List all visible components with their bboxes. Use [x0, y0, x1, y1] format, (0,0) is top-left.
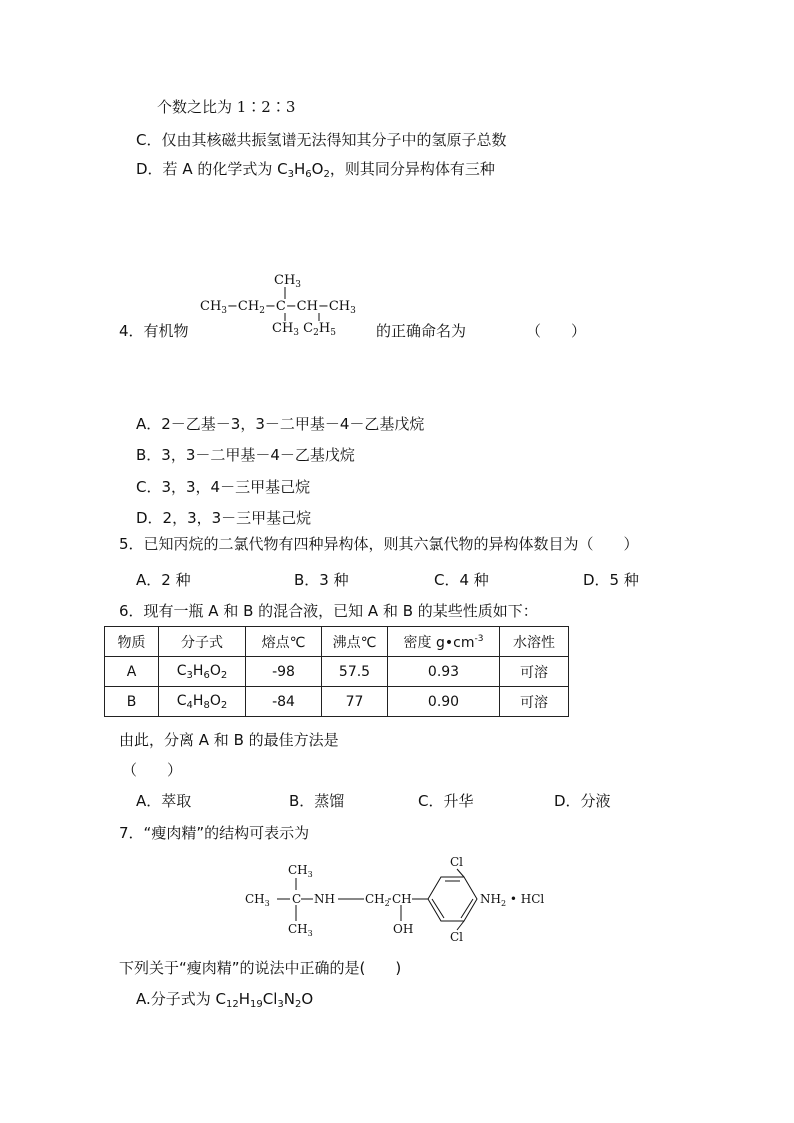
header-solubility: 水溶性	[500, 627, 569, 657]
cell-name: A	[105, 657, 159, 687]
cell-density: 0.90	[388, 687, 500, 717]
q5-option-a: A．2 种	[136, 571, 191, 589]
header-boiling-point: 沸点℃	[322, 627, 388, 657]
q6-stem: 6．现有一瓶 A 和 B 的混合液，已知 A 和 B 的某些性质如下：	[119, 602, 538, 620]
q4-option-c: C．3，3，4－三甲基己烷	[136, 478, 311, 496]
svg-text:NH: NH	[314, 892, 335, 906]
q4-top-methyl: $CH_3$	[274, 273, 302, 290]
q6-properties-table	[104, 626, 569, 717]
svg-text:Cl: Cl	[450, 930, 464, 944]
q4-stem-prefix: 4．有机物	[119, 322, 189, 340]
q4-bottom-groups: $CH_3$ $C_2H_5$	[272, 321, 336, 338]
svg-text:NH2 • HCl: $NH_2$ • HCl	[480, 892, 545, 908]
q7-top-methyl: $CH_3$	[288, 863, 313, 879]
cell-solubility: 可溶	[500, 687, 569, 717]
table-header-row	[105, 627, 569, 657]
header-melting-point: 熔点℃	[246, 627, 322, 657]
q4-answer-paren: （ ）	[526, 322, 587, 340]
cell-boiling-point: 57.5	[322, 657, 388, 687]
table-row	[105, 657, 569, 687]
header-formula: 分子式	[159, 627, 246, 657]
cell-density: 0.93	[388, 657, 500, 687]
svg-text:C: C	[292, 892, 302, 906]
svg-text:CH: CH	[392, 892, 412, 906]
q6-option-d: D．分液	[554, 792, 611, 810]
q5-option-b: B．3 种	[294, 571, 349, 589]
table-row	[105, 687, 569, 717]
header-density: 密度 $g•cm^{-3}$	[388, 627, 500, 657]
q5-option-d: D．5 种	[583, 571, 639, 589]
q7-option-a: A.分子式为 $C_{12}H_{19}Cl_3N_2O$	[136, 990, 314, 1010]
cell-solubility: 可溶	[500, 657, 569, 687]
q4-option-d: D．2，3，3－三甲基己烷	[136, 509, 312, 527]
q6-option-c: C．升华	[418, 792, 474, 810]
q3-continuation: 个数之比为 1∶2∶3	[157, 98, 296, 116]
q7-clenbuterol-structure	[240, 850, 560, 945]
q6-option-a: A．萃取	[136, 792, 192, 810]
svg-text:Cl: Cl	[450, 855, 464, 869]
cell-formula: $C_4H_8O_2$	[159, 687, 246, 717]
q4-option-a: A．2－乙基－3，3－二甲基－4－乙基戊烷	[136, 415, 425, 433]
q6-answer-paren: （ ）	[122, 761, 183, 779]
cell-melting-point: -84	[246, 687, 322, 717]
cell-melting-point: -98	[246, 657, 322, 687]
q6-after-text: 由此，分离 A 和 B 的最佳方法是	[119, 731, 339, 749]
q5-option-c: C．4 种	[434, 571, 489, 589]
q3-option-c: C．仅由其核磁共振氢谱无法得知其分子中的氢原子总数	[136, 131, 507, 149]
q7-question: 下列关于“瘦肉精”的说法中正确的是( )	[119, 959, 402, 977]
q6-option-b: B．蒸馏	[289, 792, 345, 810]
q5-stem: 5．已知丙烷的二氯代物有四种异构体，则其六氯代物的异构体数目为（ ）	[119, 535, 639, 553]
cell-formula: $C_3H_6O_2$	[159, 657, 246, 687]
q7-stem: 7．“瘦肉精”的结构可表示为	[119, 824, 310, 842]
q7-bottom-methyl: $CH_3$	[288, 922, 313, 938]
cell-boiling-point: 77	[322, 687, 388, 717]
q7-left-methyl: $CH_3$	[245, 892, 270, 908]
svg-text:CH2: $CH_2$	[365, 892, 390, 908]
svg-text:OH: OH	[393, 922, 414, 936]
q4-stem-suffix: 的正确命名为	[376, 322, 467, 340]
q4-option-b: B．3，3－二甲基－4－乙基戊烷	[136, 446, 355, 464]
q3-option-d: D．若 A 的化学式为 $C_3H_6O_2$，则其同分异构体有三种	[136, 160, 495, 180]
cell-name: B	[105, 687, 159, 717]
q4-structural-formula	[198, 268, 368, 340]
header-substance: 物质	[105, 627, 159, 657]
q4-main-chain: $CH_3-CH_2-C-CH-CH_3$	[200, 299, 356, 316]
